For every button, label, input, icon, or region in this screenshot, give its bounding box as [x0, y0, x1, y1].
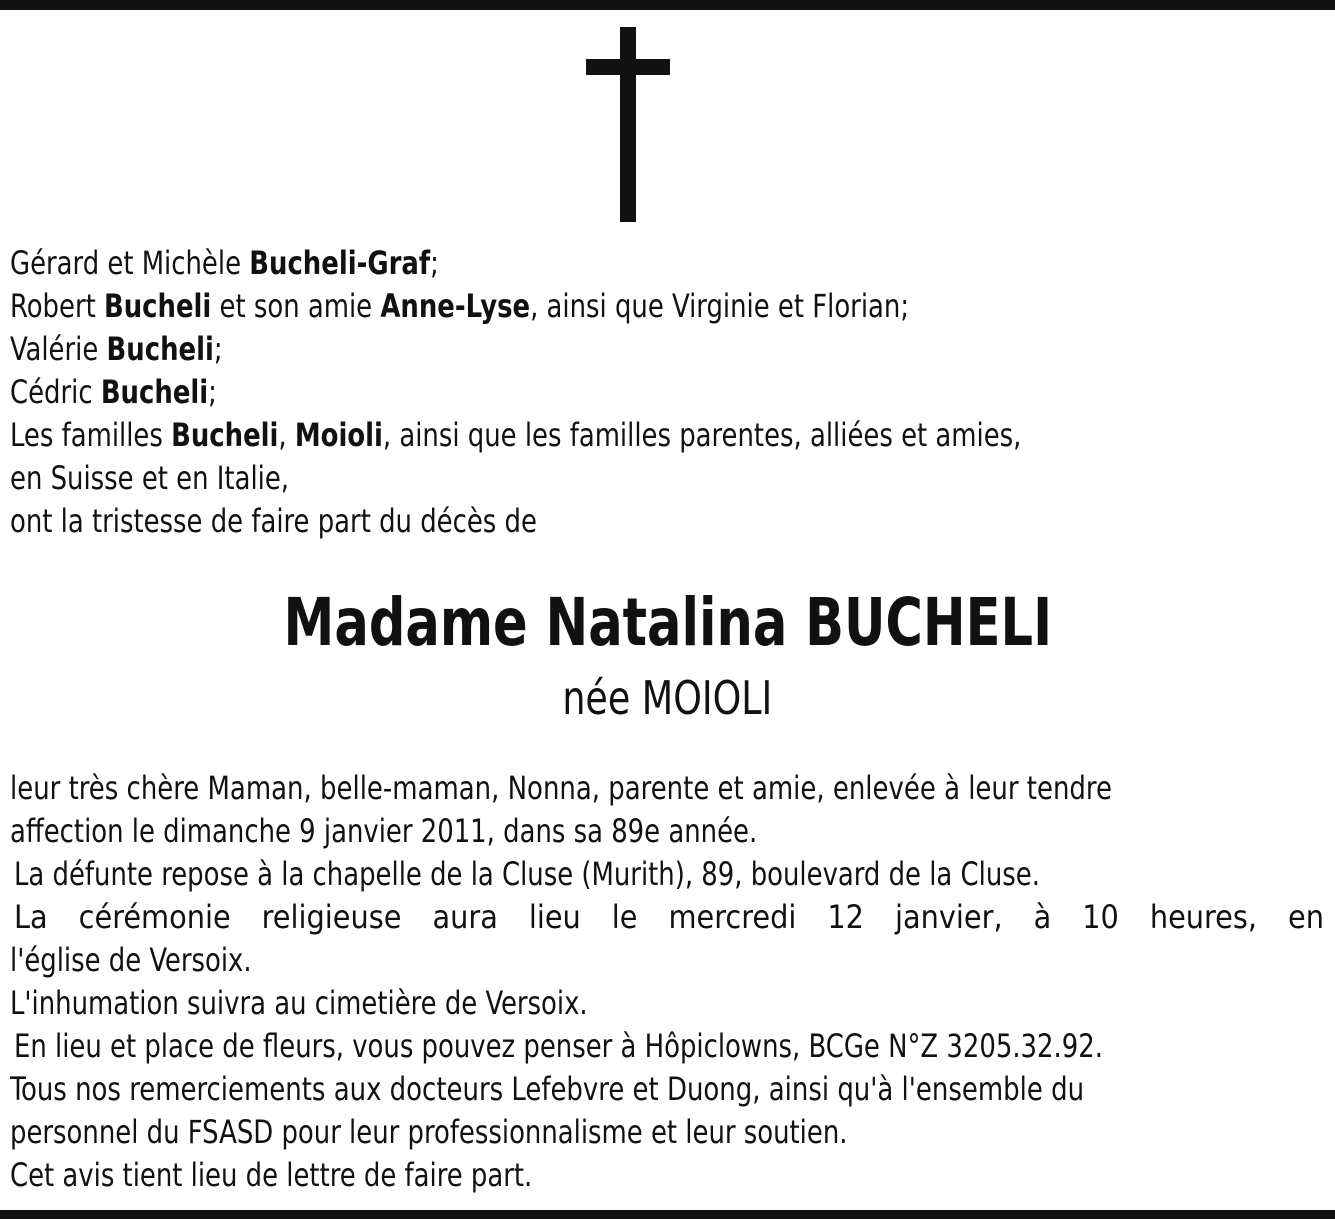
- body-line-2: affection le dimanche 9 janvier 2011, dans sa 89e année.: [10, 812, 758, 850]
- family-line-5: Les familles Bucheli, Moioli, ainsi que les familles parentes, alliées et amies,: [10, 416, 1022, 454]
- body-line-4: La cérémonie religieuse aura lieu le mercredi 12 janvier, à 10 heures, en: [14, 898, 1324, 936]
- body-line-9: personnel du FSASD pour leur professionnalisme et leur soutien.: [10, 1113, 848, 1151]
- body-line-1: leur très chère Maman, belle-maman, Nonna, parente et amie, enlevée à leur tendre: [10, 769, 1112, 807]
- family-line-7: ont la tristesse de faire part du décès de: [10, 502, 537, 540]
- body-line-8: Tous nos remerciements aux docteurs Lefebvre et Duong, ainsi qu'à l'ensemble du: [10, 1070, 1085, 1108]
- top-border-rule: [0, 0, 1335, 10]
- deceased-name: Madame Natalina BUCHELI: [283, 584, 1052, 661]
- family-line-1: Gérard et Michèle Bucheli-Graf;: [10, 244, 439, 282]
- family-line-6: en Suisse et en Italie,: [10, 459, 290, 497]
- family-line-2: Robert Bucheli et son amie Anne-Lyse, ainsi que Virginie et Florian;: [10, 287, 910, 325]
- body-line-5: l'église de Versoix.: [10, 941, 252, 979]
- family-line-4: Cédric Bucheli;: [10, 373, 217, 411]
- bottom-border-rule: [0, 1210, 1335, 1219]
- body-line-7: En lieu et place de fleurs, vous pouvez penser à Hôpiclowns, BCGe N°Z 3205.32.92.: [14, 1027, 1103, 1065]
- body-line-3: La défunte repose à la chapelle de la Cluse (Murith), 89, boulevard de la Cluse.: [14, 855, 1040, 893]
- body-line-6: L'inhumation suivra au cimetière de Versoix.: [10, 984, 588, 1022]
- latin-cross-icon: [586, 27, 670, 222]
- family-line-3: Valérie Bucheli;: [10, 330, 223, 368]
- maiden-name: née MOIOLI: [562, 671, 773, 725]
- body-line-10: Cet avis tient lieu de lettre de faire part.: [10, 1156, 533, 1194]
